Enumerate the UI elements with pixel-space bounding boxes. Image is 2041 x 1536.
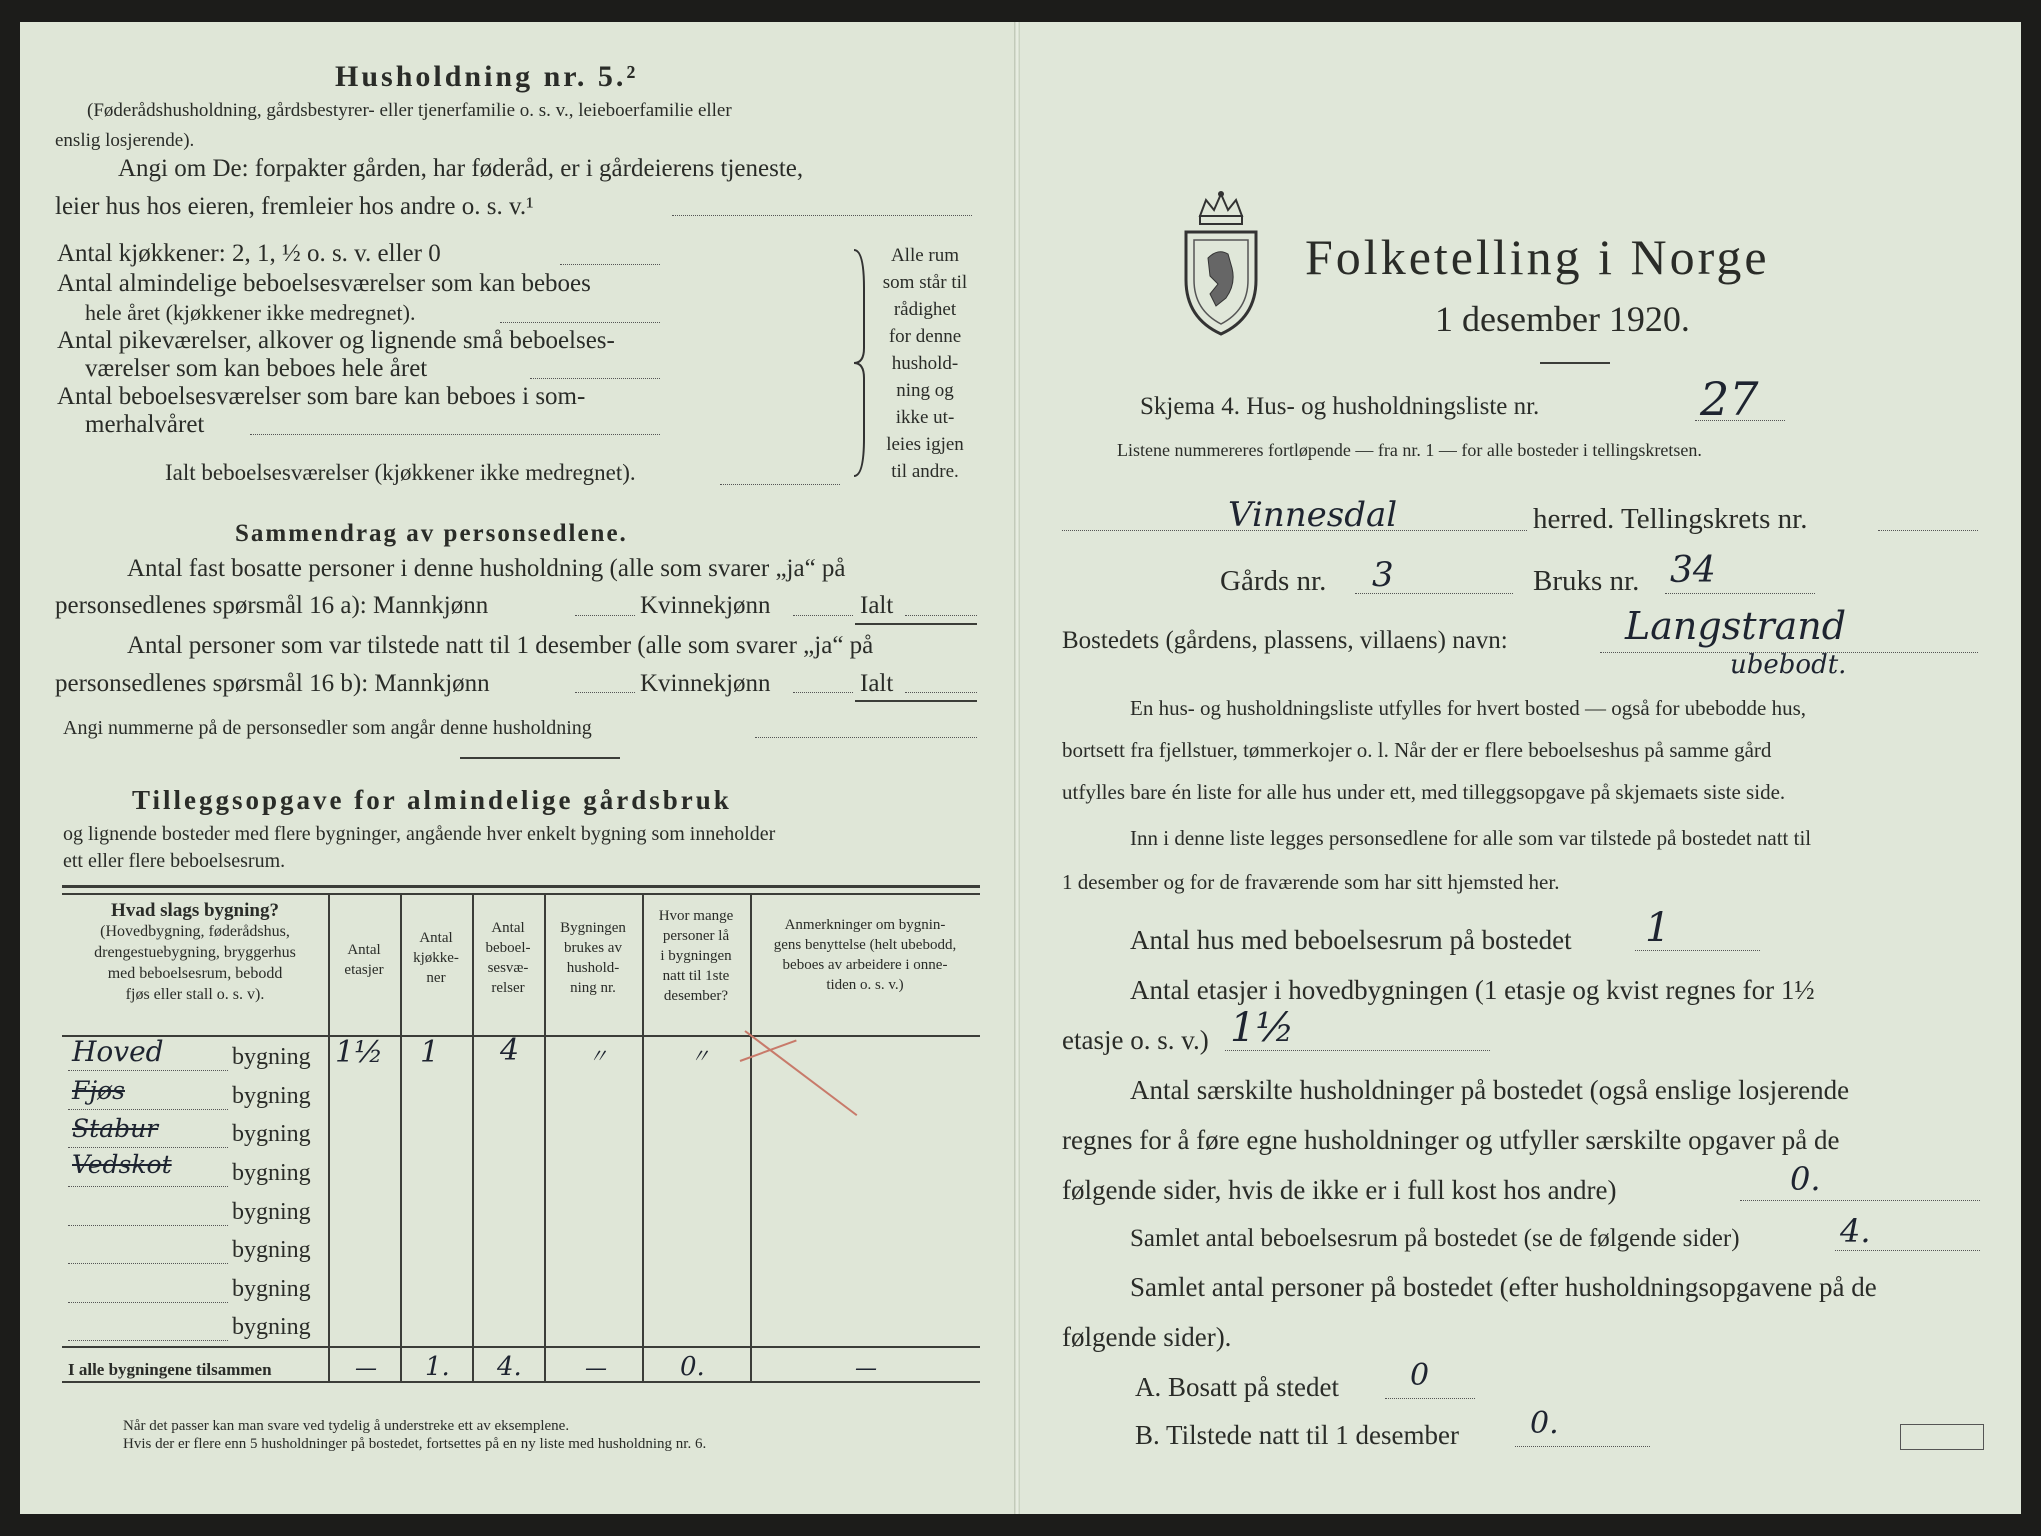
rooms-total-line[interactable] <box>720 484 840 485</box>
rooms-total: Ialt beboelsesværelser (kjøkkener ikke medregnet). <box>165 460 636 485</box>
a-bosatt-value: 0 <box>1410 1358 1430 1393</box>
fast-ialt-label: Ialt <box>860 592 894 619</box>
rooms-summer-2: merhalvåret <box>85 411 205 438</box>
q-etasjer-value: 1½ <box>1230 1005 1295 1051</box>
q-hus-line[interactable] <box>1635 950 1760 951</box>
tilstede-ialt-label: Ialt <box>860 670 894 697</box>
bruks-label: Bruks nr. <box>1533 565 1640 597</box>
sammendrag-title: Sammendrag av personsedlene. <box>235 520 628 547</box>
sammendrag-fast-2: personsedlenes spørsmål 16 a): Mannkjønn <box>55 592 489 619</box>
tellingskrets-line[interactable] <box>1878 530 1978 531</box>
b-tilstede-label: B. Tilstede natt til 1 desember <box>1135 1420 1459 1450</box>
q-rum-label: Samlet antal beboelsesrum på bostedet (se de følgende sider) <box>1130 1225 1740 1252</box>
household-intro-2: enslig losjerende). <box>55 130 195 151</box>
table-row-8-label: bygning <box>232 1314 311 1340</box>
header-personer: Hvor mange personer lå i bygningen natt til 1ste desember? <box>658 908 734 1004</box>
b-tilstede-line[interactable] <box>1515 1446 1650 1447</box>
q-personer-2: følgende sider). <box>1062 1322 1232 1352</box>
table-row-6-label: bygning <box>232 1237 311 1263</box>
row-1-etasjer: 1½ <box>335 1035 384 1070</box>
nummerne-field[interactable] <box>755 737 977 738</box>
table-row-2-label: bygning <box>232 1083 311 1109</box>
skjema-label: Skjema 4. Hus- og husholdningsliste nr. <box>1140 393 1540 420</box>
row-2-building-name: Fjøs <box>72 1076 125 1105</box>
row-1-vaerelser: 4 <box>500 1033 520 1068</box>
rooms-summer-dots[interactable] <box>250 434 660 435</box>
table-row-5-label: bygning <box>232 1199 311 1225</box>
q-sarskilte-3: følgende sider, hvis de ikke er i full kost hos andre) <box>1062 1175 1617 1205</box>
census-date: 1 desember 1920. <box>1435 299 1690 339</box>
bracket <box>850 248 870 478</box>
row-1-personer: 〃 <box>690 1044 710 1068</box>
total-etasjer: — <box>355 1356 377 1381</box>
a-bosatt-line[interactable] <box>1385 1398 1475 1399</box>
q-etasjer-line[interactable] <box>1225 1050 1490 1051</box>
tilstede-kvinne-label: Kvinnekjønn <box>640 670 771 697</box>
bosted-label: Bostedets (gårdens, plassens, villaens) navn: <box>1062 627 1508 654</box>
rooms-kitchens: Antal kjøkkener: 2, 1, ½ o. s. v. eller 0 <box>57 240 441 267</box>
sammendrag-fast-1: Antal fast bosatte personer i denne husholdning (alle som svarer „ja“ på <box>127 555 846 582</box>
rooms-small-dots[interactable] <box>530 378 660 379</box>
table-row-6-line[interactable] <box>68 1263 228 1264</box>
bruks-value: 34 <box>1670 550 1716 591</box>
tilstede-mann-field[interactable] <box>575 692 635 693</box>
census-title: Folketelling i Norge <box>1305 229 1770 285</box>
q-sarskilte-line[interactable] <box>1740 1200 1980 1201</box>
a-bosatt-label: A. Bosatt på stedet <box>1135 1372 1339 1402</box>
footnote-2: Hvis der er flere enn 5 husholdninger på bostedet, fortsettes på en ny liste med husholdning nr. 6. <box>123 1436 707 1452</box>
instruction-3: utfylles bare én liste for alle hus under ett, med tilleggsopgave på skjemaets siste side. <box>1062 780 1786 804</box>
rooms-summer-1: Antal beboelsesværelser som bare kan beboes i som- <box>57 383 586 410</box>
instruction-5: 1 desember og for de fraværende som har sitt hjemsted her. <box>1062 870 1560 894</box>
rooms-kitchens-dots[interactable] <box>560 264 660 265</box>
tilstede-ialt-rule <box>855 700 977 702</box>
q-etasjer-2: etasje o. s. v.) <box>1062 1025 1209 1055</box>
fast-mann-field[interactable] <box>575 615 635 616</box>
table-row-3-label: bygning <box>232 1121 311 1147</box>
fast-ialt-rule <box>855 623 977 625</box>
table-row-3-line[interactable] <box>68 1147 228 1148</box>
row-1-husholdning: 〃 <box>588 1044 608 1068</box>
tillegg-line-1: og lignende bosteder med flere bygninger, angående hver enkelt bygning som inneholder <box>63 823 776 845</box>
rooms-ordinary-1: Antal almindelige beboelsesværelser som kan beboes <box>57 270 591 297</box>
table-row-5-line[interactable] <box>68 1225 228 1226</box>
header-kjokkener: Antal kjøkke- ner <box>413 930 459 986</box>
q-etasjer-1: Antal etasjer i hovedbygningen (1 etasje og kvist regnes for 1½ <box>1130 975 1815 1005</box>
row-1-building-name: Hoved <box>72 1035 164 1068</box>
angi-line-1: Angi om De: forpakter gården, har føderåd, er i gårdeierens tjeneste, <box>118 155 804 182</box>
q-rum-value: 4. <box>1840 1212 1871 1250</box>
q-sarskilte-1: Antal særskilte husholdninger på bostedet (også enslige losjerende <box>1130 1075 1850 1105</box>
q-hus-value: 1 <box>1645 905 1671 951</box>
header-building-type: Hvad slags bygning? (Hovedbygning, føderådshus, drengestuebygning, bryggerhus med beboelsesrum, bebodd fjøs eller stall o. s. v). <box>94 900 296 1003</box>
fast-kvinne-label: Kvinnekjønn <box>640 592 771 619</box>
header-vaerelser: Antal beboel- sesvæ- relser <box>485 920 531 996</box>
total-husholdning: — <box>585 1356 607 1381</box>
table-row-1-label: bygning <box>232 1044 311 1070</box>
herred-value: Vinnesdal <box>1228 495 1398 535</box>
bosted-value-note: ubebodt. <box>1730 650 1847 680</box>
total-anmerkninger: — <box>855 1356 877 1381</box>
gards-value: 3 <box>1372 555 1394 595</box>
instruction-1: En hus- og husholdningsliste utfylles for hvert bosted — også for ubebodde hus, <box>1130 696 1806 720</box>
q-sarskilte-value: 0. <box>1790 1160 1821 1198</box>
tilstede-ialt-field[interactable] <box>905 692 977 693</box>
total-label: I alle bygningene tilsammen <box>68 1360 272 1379</box>
table-row-2-line[interactable] <box>68 1109 228 1110</box>
total-kjokkener: 1. <box>425 1352 450 1382</box>
section-divider <box>460 757 620 759</box>
b-tilstede-value: 0. <box>1530 1406 1559 1441</box>
title-divider <box>1540 362 1610 364</box>
tillegg-line-2: ett eller flere beboelsesrum. <box>63 850 286 872</box>
q-rum-line[interactable] <box>1835 1250 1980 1251</box>
tilstede-kvinne-field[interactable] <box>793 692 853 693</box>
printer-stamp <box>1900 1424 1984 1450</box>
household-title: Husholdning nr. 5.² <box>335 60 639 93</box>
table-row-7-line[interactable] <box>68 1302 228 1303</box>
tillegg-title: Tilleggsopgave for almindelige gårdsbruk <box>132 785 732 815</box>
q-personer-1: Samlet antal personer på bostedet (efter husholdningsopgavene på de <box>1130 1272 1877 1302</box>
norway-coat-of-arms-icon <box>1180 188 1262 338</box>
bosted-value: Langstrand <box>1625 604 1847 648</box>
row-3-building-name: Stabur <box>72 1114 159 1143</box>
herred-line[interactable] <box>1062 530 1527 531</box>
rooms-small-1: Antal pikeværelser, alkover og lignende små beboelses- <box>57 327 615 354</box>
angi-answer-line[interactable] <box>672 215 972 216</box>
page-fold <box>1014 22 1020 1514</box>
q-hus-label: Antal hus med beboelsesrum på bostedet <box>1130 925 1572 955</box>
row-1-kjokkener: 1 <box>420 1035 440 1070</box>
rooms-ordinary-2: hele året (kjøkkener ikke medregnet). <box>85 300 416 325</box>
instruction-2: bortsett fra fjellstuer, tømmerkojer o. l. Når der er flere beboelseshus på samme gård <box>1062 738 1772 762</box>
herred-label: herred. Tellingskrets nr. <box>1533 503 1808 535</box>
footnote-1: Når det passer kan man svare ved tydelig å understreke ett av eksemplene. <box>123 1418 570 1434</box>
instruction-4: Inn i denne liste legges personsedlene for alle som var tilstede på bostedet natt til <box>1130 826 1812 850</box>
header-etasjer: Antal etasjer <box>344 942 384 978</box>
header-husholdning: Bygningen brukes av hushold- ning nr. <box>560 920 626 996</box>
table-row-7-label: bygning <box>232 1276 311 1302</box>
table-row-4-line[interactable] <box>68 1186 228 1187</box>
total-personer: 0. <box>680 1352 705 1382</box>
rooms-ordinary-dots[interactable] <box>500 322 660 323</box>
bruks-line[interactable] <box>1665 593 1815 594</box>
gards-line[interactable] <box>1355 593 1513 594</box>
table-row-1-line[interactable] <box>68 1070 228 1071</box>
fast-kvinne-field[interactable] <box>793 615 853 616</box>
q-sarskilte-2: regnes for å føre egne husholdninger og utfyller særskilte opgaver på de <box>1062 1125 1840 1155</box>
household-intro-1: (Føderådshusholdning, gårdsbestyrer- eller tjenerfamilie o. s. v., leieboerfamilie eller <box>87 100 732 121</box>
total-vaerelser: 4. <box>497 1352 522 1382</box>
table-row-8-line[interactable] <box>68 1340 228 1341</box>
header-anmerkninger: Anmerkninger om bygnin- gens benyttelse (helt ubebodd, beboes av arbeidere i onne- tiden o. s. v.) <box>773 917 957 993</box>
sammendrag-tilstede-2: personsedlenes spørsmål 16 b): Mannkjønn <box>55 670 490 697</box>
sammendrag-tilstede-1: Antal personer som var tilstede natt til 1 desember (alle som svarer „ja“ på <box>127 632 874 659</box>
angi-line-2: leier hus hos eieren, fremleier hos andre o. s. v.¹ <box>55 193 534 220</box>
fast-ialt-field[interactable] <box>905 615 977 616</box>
table-row-4-label: bygning <box>232 1160 311 1186</box>
row-4-building-name: Vedskot <box>72 1150 172 1179</box>
nummerne-label: Angi nummerne på de personsedler som angår denne husholdning <box>63 717 592 739</box>
listene-note: Listene nummereres fortløpende — fra nr. 1 — for alle bosteder i tellingskretsen. <box>1117 440 1702 460</box>
gards-label: Gårds nr. <box>1220 565 1327 597</box>
rooms-small-2: værelser som kan beboes hele året <box>85 355 428 382</box>
skjema-number: 27 <box>1700 372 1759 426</box>
bracket-note: Alle rum som står til rådighet for denne hushold- ning og ikke ut- leies igjen til andre. <box>882 245 968 482</box>
skjema-number-line[interactable] <box>1695 420 1785 421</box>
